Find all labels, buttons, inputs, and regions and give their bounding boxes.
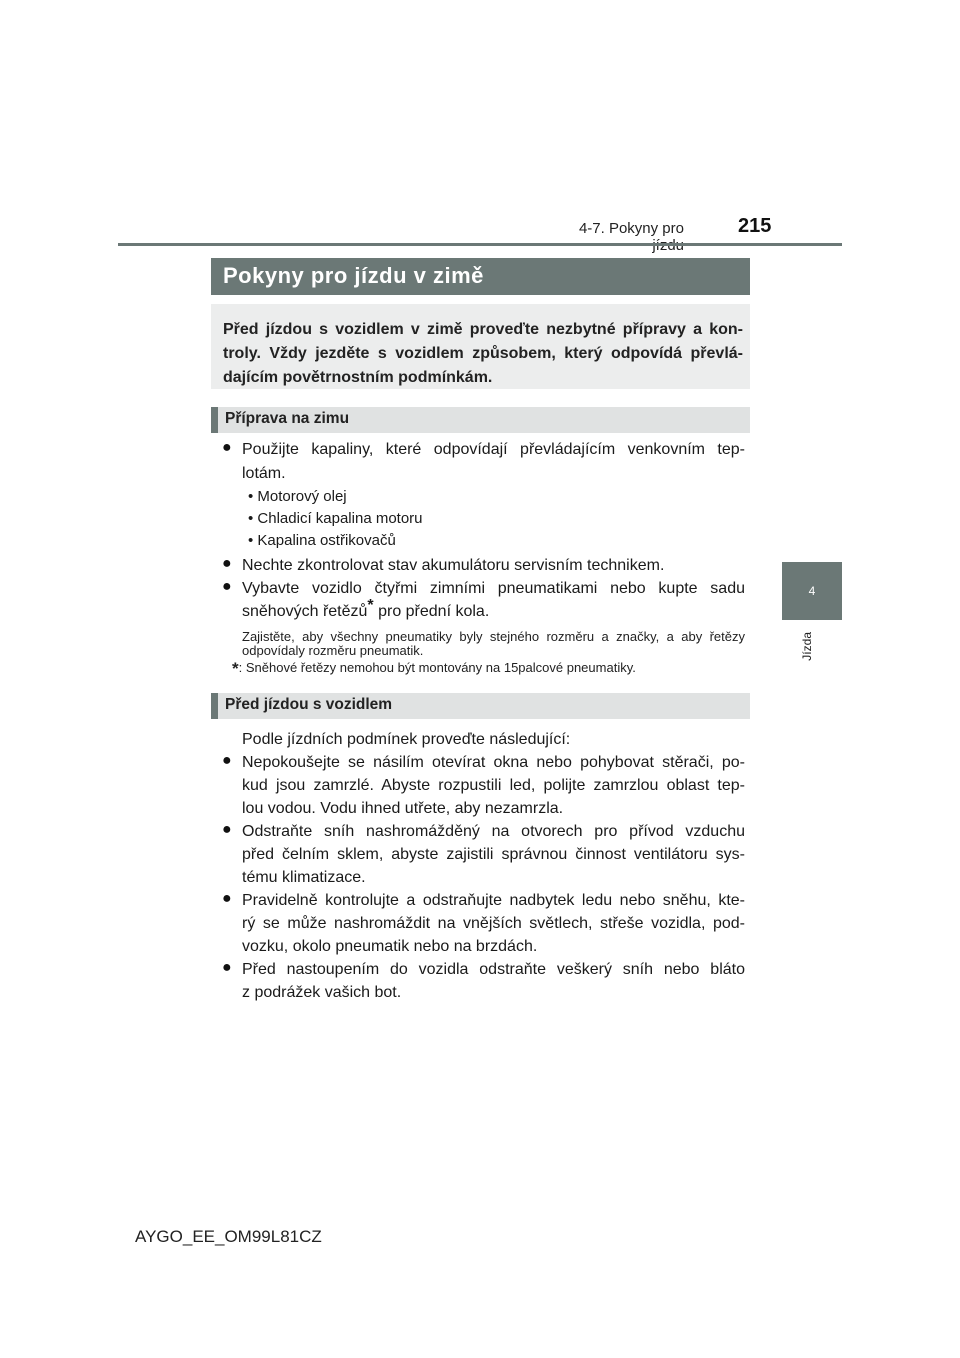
- chapter-label-container: [782, 632, 842, 672]
- intro-box: [211, 304, 750, 389]
- bullet-text: vozku, okolo pneumatik nebo na brzdách.: [242, 938, 538, 955]
- section-heading-before-driving: [211, 693, 750, 719]
- bullet-text: Nechte zkontrolovat stav akumulátoru servisním technikem.: [242, 557, 665, 574]
- section-header: 4-7. Pokyny pro: [578, 220, 684, 237]
- bullet-text: z podrážek vašich bot.: [242, 984, 402, 1001]
- bullet-icon: ●: [222, 752, 232, 769]
- bullet-text: lou vodou. Vodu ihned utřete, aby nezamrzla.: [242, 800, 564, 817]
- section-heading-text: Před jízdou s vozidlem: [225, 696, 393, 713]
- sub-list-item: • Kapalina ostřikovačů: [248, 532, 396, 549]
- bullet-text: Vybavte vozidlo čtyřmi zimními pneumatikami nebo kupte sadu: [242, 580, 745, 597]
- sub-list-item: • Chladicí kapalina motoru: [248, 510, 423, 527]
- bullet-text: před čelním sklem, abyste zajistili správnou činnost ventilátoru sys-: [242, 846, 745, 863]
- bullet-icon: ●: [222, 890, 232, 907]
- lead-text: Podle jízdních podmínek proveďte následující:: [242, 731, 571, 748]
- page-number: 215: [738, 215, 772, 237]
- bullet-icon: ●: [222, 439, 232, 456]
- bullet-text: sněhových řetězů: [242, 603, 368, 620]
- document-code: AYGO_EE_OM99L81CZ: [135, 1227, 322, 1246]
- chapter-label: Jízda: [800, 632, 814, 661]
- bullet-text: rý se může nashromáždit na vnějších světlech, střeše vozidla, pod-: [242, 915, 745, 932]
- footnote-marker: *: [367, 597, 374, 614]
- section-heading-winter-prep: [211, 407, 750, 433]
- heading-accent: [211, 693, 218, 719]
- bullet-text: Nepokoušejte se násilím otevírat okna nebo pohybovat stěrači, po-: [242, 754, 745, 771]
- bullet-icon: ●: [222, 959, 232, 976]
- footnote-text: : Sněhové řetězy nemohou být montovány na 15palcové pneumatiky.: [238, 660, 636, 675]
- bullet-icon: ●: [222, 821, 232, 838]
- page-title: Pokyny pro jízdu v zimě: [223, 263, 484, 288]
- bullet-text: Odstraňte sníh nashromážděný na otvorech pro přívod vzduchu: [242, 823, 745, 840]
- page-title-bar: [211, 258, 750, 295]
- footnote: [232, 661, 752, 676]
- bullet-text: pro přední kola.: [373, 603, 490, 620]
- bullet-text: Použijte kapaliny, které odpovídají převládajícím venkovním tep-: [242, 441, 745, 458]
- intro-text: Před jízdou s vozidlem v zimě proveďte nezbytné přípravy a kon-troly. Vždy jezděte s vozidlem způsobem, který odpovídá převlá-dajícím povětrnostním podmínkám.: [223, 321, 743, 386]
- section-heading-text: Příprava na zimu: [225, 410, 350, 427]
- bullet-text: Pravidelně kontrolujte a odstraňujte nadbytek ledu nebo sněhu, kte-: [242, 892, 745, 909]
- bullet-text: lotám.: [242, 465, 286, 482]
- bullet-text: kud jsou zamrzlé. Abyste rozpustili led, polijte zamrzlou oblast tep-: [242, 777, 745, 794]
- footnote-star: *: [232, 659, 239, 678]
- chapter-tab: 4: [782, 562, 842, 620]
- note-text: Zajistěte, aby všechny pneumatiky byly stejného rozměru a značky, a aby řetězy odpovídaly rozměru pneumatik.: [242, 629, 745, 658]
- bullet-icon: ●: [222, 555, 232, 572]
- bullet-text-with-footnote: [242, 597, 490, 623]
- bullet-icon: ●: [222, 578, 232, 595]
- bullet-text: tému klimatizace.: [242, 869, 366, 886]
- sub-list-item: • Motorový olej: [248, 488, 347, 505]
- heading-accent: [211, 407, 218, 433]
- bullet-text: Před nastoupením do vozidla odstraňte veškerý sníh nebo bláto: [242, 961, 745, 978]
- header-rule: [118, 243, 842, 246]
